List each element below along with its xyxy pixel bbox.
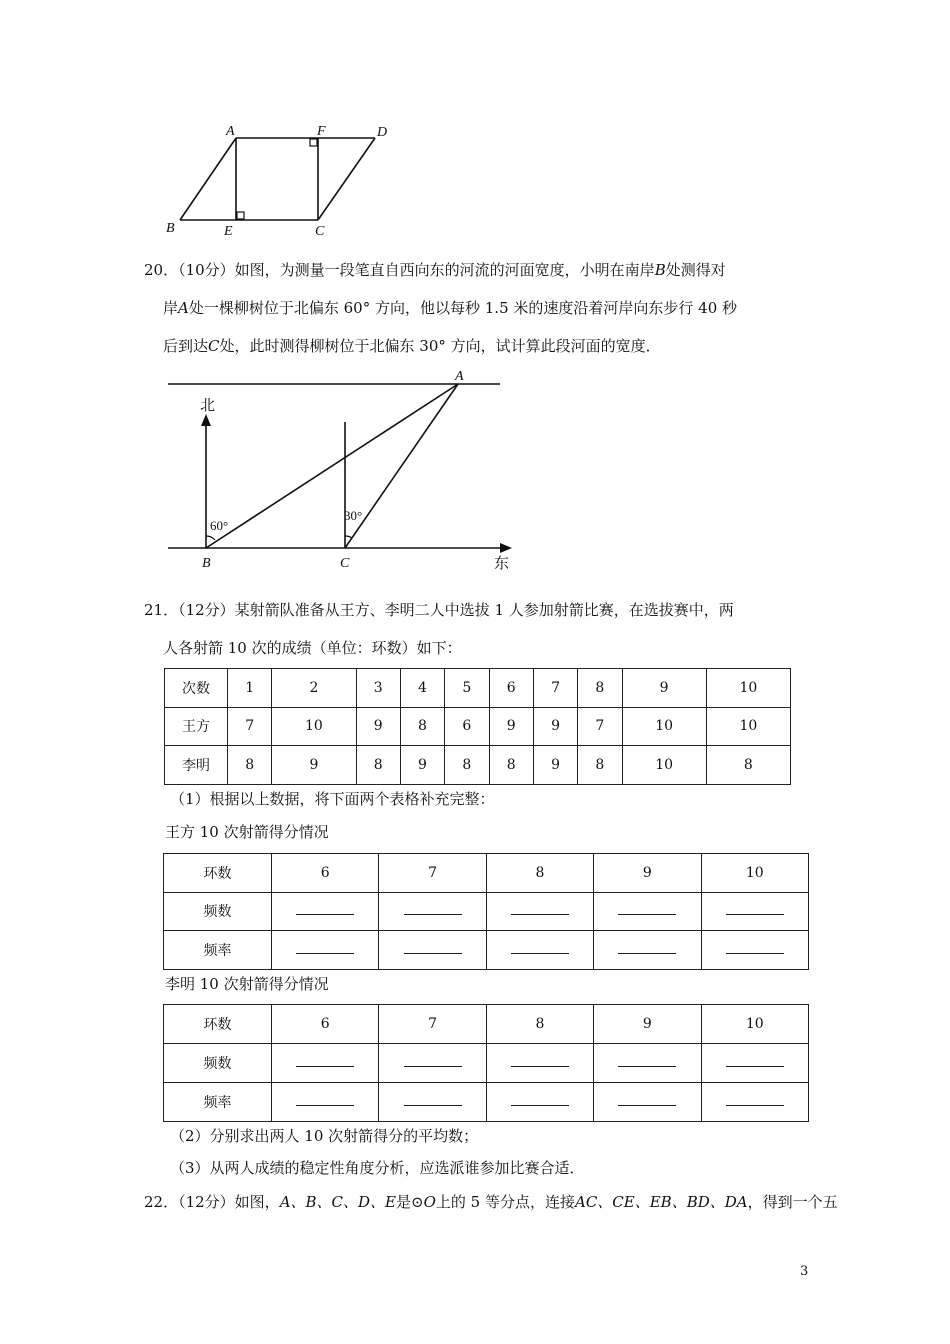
table-row bbox=[165, 669, 791, 708]
blank-cell[interactable] bbox=[379, 1044, 486, 1083]
label-c: C bbox=[315, 224, 325, 239]
table-cell: 3 bbox=[356, 669, 400, 708]
blank-cell[interactable] bbox=[272, 1083, 379, 1122]
answer-blank[interactable] bbox=[296, 1065, 354, 1067]
blank-cell[interactable] bbox=[486, 1044, 593, 1083]
table-cell: 频率 bbox=[164, 931, 272, 970]
label-d: D bbox=[377, 125, 388, 140]
answer-blank[interactable] bbox=[296, 913, 354, 915]
blank-cell[interactable] bbox=[486, 931, 593, 970]
blank-cell[interactable] bbox=[701, 1083, 808, 1122]
table-cell: 2 bbox=[272, 669, 356, 708]
east-label: 东 bbox=[494, 556, 510, 572]
point-b-label: B bbox=[202, 556, 211, 571]
table-cell: 8 bbox=[706, 746, 790, 785]
table-cell: 9 bbox=[622, 669, 706, 708]
blank-cell[interactable] bbox=[594, 931, 701, 970]
table-cell: 频数 bbox=[164, 892, 272, 931]
label-e: E bbox=[224, 224, 233, 239]
table-cell: 8 bbox=[486, 854, 593, 893]
answer-blank[interactable] bbox=[726, 1104, 784, 1106]
answer-blank[interactable] bbox=[404, 913, 462, 915]
label-b: B bbox=[166, 221, 175, 236]
table-row bbox=[165, 707, 791, 746]
table-cell: 10 bbox=[622, 707, 706, 746]
answer-blank[interactable] bbox=[511, 1104, 569, 1106]
table-row bbox=[164, 892, 809, 931]
table-cell: 频率 bbox=[164, 1083, 272, 1122]
table-cell: 环数 bbox=[164, 1005, 272, 1044]
table-cell: 6 bbox=[445, 707, 489, 746]
blank-cell[interactable] bbox=[594, 1083, 701, 1122]
blank-cell[interactable] bbox=[486, 1083, 593, 1122]
table-cell: 7 bbox=[379, 854, 486, 893]
blank-cell[interactable] bbox=[379, 892, 486, 931]
answer-blank[interactable] bbox=[404, 1104, 462, 1106]
answer-blank[interactable] bbox=[618, 913, 676, 915]
table-cell: 9 bbox=[594, 854, 701, 893]
table-cell: 10 bbox=[706, 669, 790, 708]
q20-line2: 岸A处一棵柳树位于北偏东 60° 方向，他以每秒 1.5 米的速度沿着河岸向东步行 40 秒 bbox=[163, 299, 737, 317]
label-f: F bbox=[317, 124, 326, 139]
blank-cell[interactable] bbox=[486, 892, 593, 931]
table-cell: 6 bbox=[272, 854, 379, 893]
table-cell: 8 bbox=[356, 746, 400, 785]
table-cell: 7 bbox=[533, 669, 577, 708]
blank-cell[interactable] bbox=[379, 931, 486, 970]
parallelogram-figure bbox=[160, 118, 400, 240]
table-cell: 8 bbox=[486, 1005, 593, 1044]
wang-table-title: 王方 10 次射箭得分情况 bbox=[165, 823, 329, 841]
table-cell: 9 bbox=[489, 707, 533, 746]
table-cell: 8 bbox=[400, 707, 444, 746]
table-cell: 6 bbox=[272, 1005, 379, 1044]
q21-part1: （1）根据以上数据，将下面两个表格补充完整： bbox=[170, 790, 495, 808]
table-cell: 7 bbox=[578, 707, 622, 746]
river-figure bbox=[160, 364, 520, 574]
q21-line1: 21．（12分）某射箭队准备从王方、李明二人中选拔 1 人参加射箭比赛，在选拔赛中，两 bbox=[144, 601, 734, 619]
q21-part2: （2）分别求出两人 10 次射箭得分的平均数； bbox=[170, 1127, 479, 1145]
li-table-title: 李明 10 次射箭得分情况 bbox=[165, 975, 329, 993]
table-cell: 8 bbox=[228, 746, 272, 785]
table-cell: 7 bbox=[228, 707, 272, 746]
answer-blank[interactable] bbox=[618, 1104, 676, 1106]
table-cell: 9 bbox=[594, 1005, 701, 1044]
point-c-label: C bbox=[340, 556, 350, 571]
answer-blank[interactable] bbox=[726, 952, 784, 954]
answer-blank[interactable] bbox=[404, 952, 462, 954]
table-cell: 9 bbox=[533, 746, 577, 785]
angle-30-label: 30° bbox=[344, 508, 363, 523]
table-cell: 9 bbox=[272, 746, 356, 785]
table-cell: 8 bbox=[578, 669, 622, 708]
table-cell: 10 bbox=[272, 707, 356, 746]
table-cell: 王方 bbox=[165, 707, 228, 746]
table-cell: 10 bbox=[701, 854, 808, 893]
page-number: 3 bbox=[800, 1264, 809, 1279]
table-cell: 5 bbox=[445, 669, 489, 708]
blank-cell[interactable] bbox=[272, 892, 379, 931]
table-row bbox=[164, 1083, 809, 1122]
table-cell: 环数 bbox=[164, 854, 272, 893]
table-cell: 8 bbox=[489, 746, 533, 785]
table-cell: 频数 bbox=[164, 1044, 272, 1083]
table-cell: 9 bbox=[356, 707, 400, 746]
scores-table bbox=[164, 668, 791, 785]
blank-cell[interactable] bbox=[379, 1083, 486, 1122]
q20-line1: 20．（10分）如图，为测量一段笔直自西向东的河流的河面宽度，小明在南岸B处测得对 bbox=[144, 261, 726, 279]
table-row bbox=[164, 931, 809, 970]
blank-cell[interactable] bbox=[272, 1044, 379, 1083]
blank-cell[interactable] bbox=[594, 892, 701, 931]
angle-60-label: 60° bbox=[210, 518, 229, 533]
blank-cell[interactable] bbox=[272, 931, 379, 970]
answer-blank[interactable] bbox=[296, 1104, 354, 1106]
north-label: 北 bbox=[200, 398, 216, 414]
answer-blank[interactable] bbox=[726, 1065, 784, 1067]
table-cell: 10 bbox=[706, 707, 790, 746]
table-cell: 次数 bbox=[165, 669, 228, 708]
answer-blank[interactable] bbox=[618, 1065, 676, 1067]
table-cell: 1 bbox=[228, 669, 272, 708]
blank-cell[interactable] bbox=[594, 1044, 701, 1083]
answer-blank[interactable] bbox=[296, 952, 354, 954]
table-row bbox=[165, 746, 791, 785]
answer-blank[interactable] bbox=[511, 1065, 569, 1067]
answer-blank[interactable] bbox=[726, 913, 784, 915]
blank-cell[interactable] bbox=[701, 931, 808, 970]
blank-cell[interactable] bbox=[701, 892, 808, 931]
table-cell: 7 bbox=[379, 1005, 486, 1044]
table-cell: 8 bbox=[445, 746, 489, 785]
table-cell: 李明 bbox=[165, 746, 228, 785]
table-cell: 9 bbox=[400, 746, 444, 785]
table-cell: 9 bbox=[533, 707, 577, 746]
li-frequency-table bbox=[163, 1004, 809, 1122]
wang-frequency-table bbox=[163, 853, 809, 970]
label-a: A bbox=[226, 124, 235, 139]
table-row bbox=[164, 854, 809, 893]
answer-blank[interactable] bbox=[511, 913, 569, 915]
table-cell: 4 bbox=[400, 669, 444, 708]
answer-blank[interactable] bbox=[404, 1065, 462, 1067]
table-cell: 10 bbox=[622, 746, 706, 785]
table-row bbox=[164, 1044, 809, 1083]
blank-cell[interactable] bbox=[701, 1044, 808, 1083]
table-cell: 10 bbox=[701, 1005, 808, 1044]
q20-line3: 后到达C处，此时测得柳树位于北偏东 30° 方向，试计算此段河面的宽度． bbox=[163, 337, 661, 355]
answer-blank[interactable] bbox=[618, 952, 676, 954]
point-a-label: A bbox=[455, 369, 464, 384]
q21-line2: 人各射箭 10 次的成绩（单位：环数）如下： bbox=[163, 639, 462, 657]
table-cell: 8 bbox=[578, 746, 622, 785]
q22-line1: 22．（12分）如图，A、B、C、D、E是⊙O上的 5 等分点，连接AC、CE、EB、BD、DA，得到一个五 bbox=[144, 1193, 838, 1211]
answer-blank[interactable] bbox=[511, 952, 569, 954]
table-cell: 6 bbox=[489, 669, 533, 708]
q21-part3: （3）从两人成绩的稳定性角度分析，应选派谁参加比赛合适． bbox=[170, 1159, 585, 1177]
table-row bbox=[164, 1005, 809, 1044]
